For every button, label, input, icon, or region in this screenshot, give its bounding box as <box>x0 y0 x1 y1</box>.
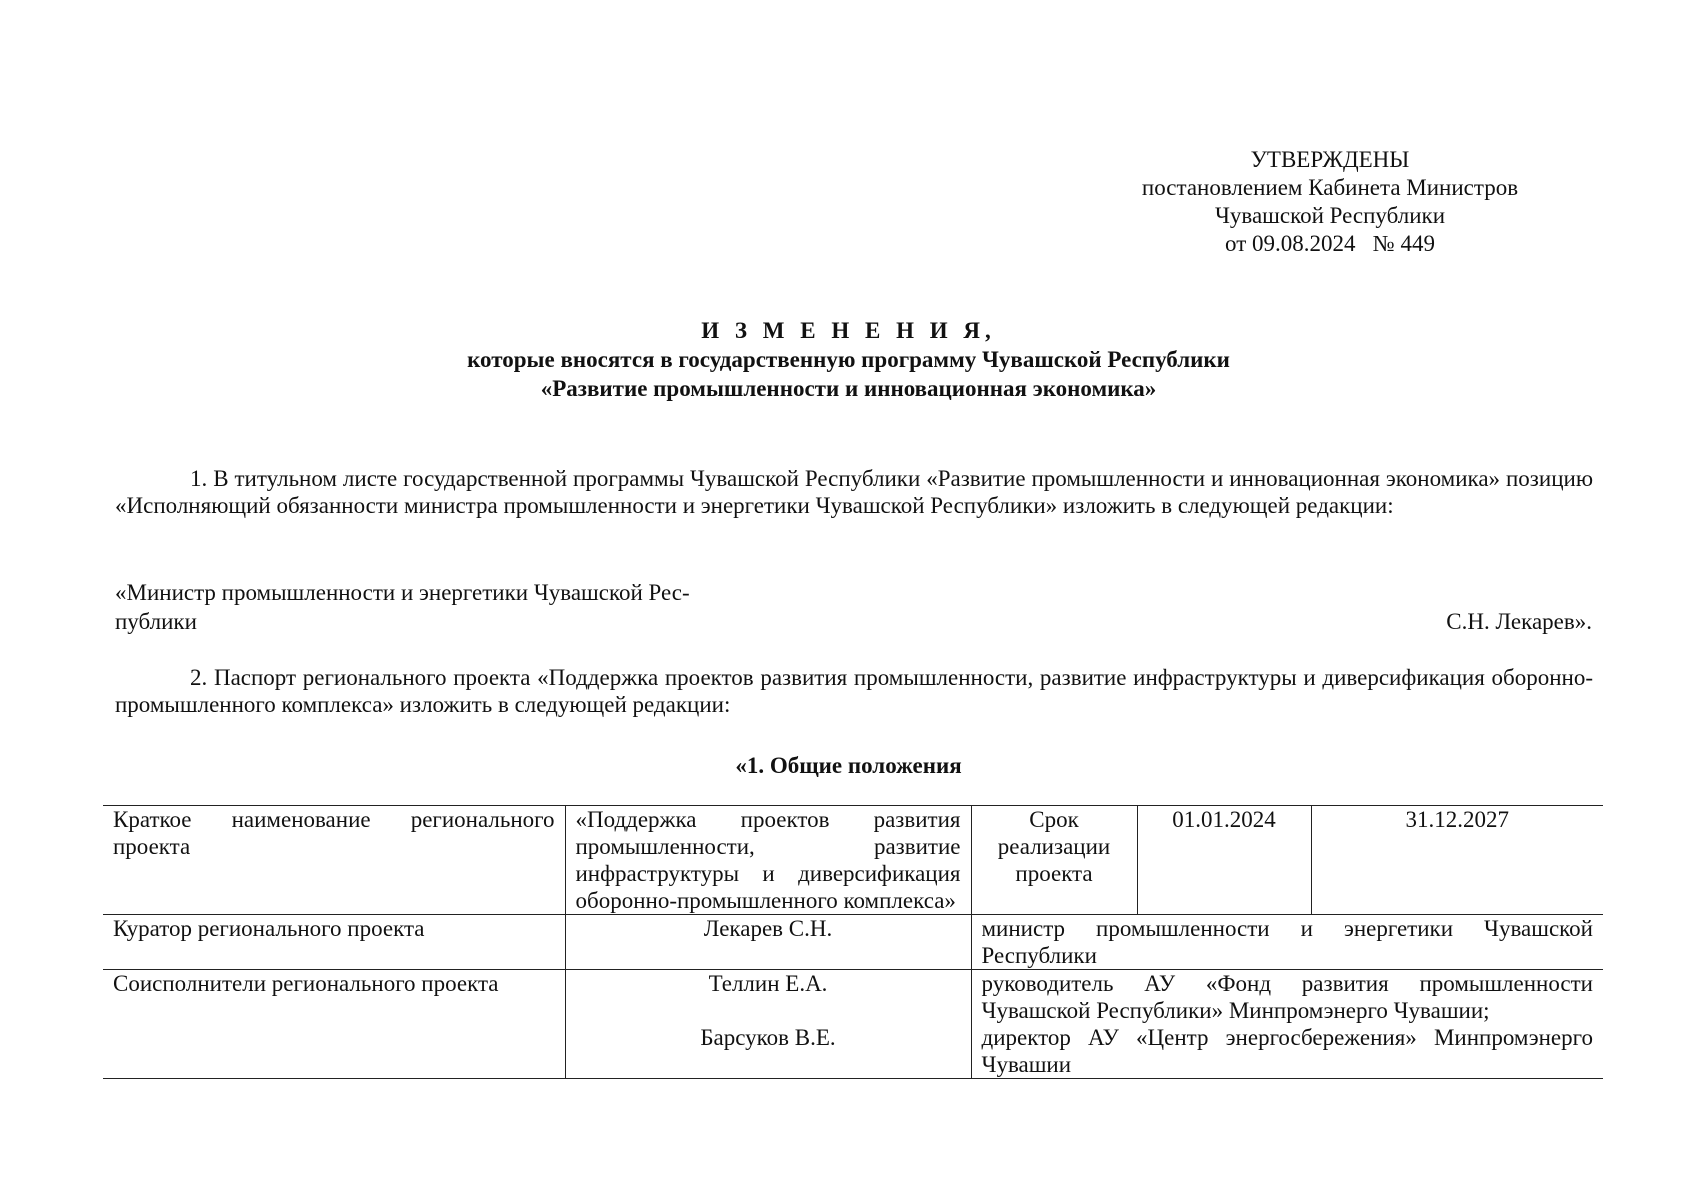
coexecutor-position-2: директор АУ «Центр энергосбережения» Минпромэнерго Чувашии <box>981 1025 1593 1077</box>
cell-term-label: Срок реализации проекта <box>971 806 1137 915</box>
approval-region: Чувашской Республики <box>1214 203 1446 228</box>
cell-short-name-value: «Поддержка проектов развития промышленности, развитие инфраструктуры и диверсификация оборонно-промышленного комплекса» <box>565 806 971 915</box>
cell-curator-person: Лекарев С.Н. <box>565 915 971 970</box>
cell-term-end: 31.12.2027 <box>1311 806 1603 915</box>
table-row <box>103 806 1603 915</box>
coexecutor-position-1: руководитель АУ «Фонд развития промышленности Чувашской Республики» Минпромэнерго Чувашии; <box>981 971 1593 1023</box>
title-subtitle-2: «Развитие промышленности и инновационная экономика» <box>540 376 1157 401</box>
paragraph-2: 2. Паспорт регионального проекта «Поддержка проектов развития промышленности, развитие инфраструктуры и диверсификация оборонно-промышленного комплекса» изложить в следующей редакции: <box>115 665 1593 717</box>
coexecutor-person-2: Барсуков В.Е. <box>700 1025 836 1050</box>
table-row <box>103 915 1603 970</box>
quote-line-1: «Министр промышленности и энергетики Чувашской Рес- <box>115 580 690 605</box>
cell-coexecutors-label: Соисполнители регионального проекта <box>113 971 499 996</box>
cell-coexecutors-positions <box>971 970 1603 1079</box>
quote-block <box>115 578 795 636</box>
document-title <box>0 316 1697 403</box>
quote-line-2: публики <box>115 609 197 634</box>
quote-signer: С.Н. Лекарев». <box>1446 609 1592 634</box>
approval-date-number: от 09.08.2024 № 449 <box>1225 231 1435 256</box>
project-table <box>103 805 1603 1079</box>
paragraph-1: 1. В титульном листе государственной программы Чувашской Республики «Развитие промышленности и инновационная экономика» позицию «Исполняющий обязанности министра промышленности и энергетики Чувашской Республики» изложить в следующей редакции: <box>115 466 1593 518</box>
cell-term-start: 01.01.2024 <box>1137 806 1311 915</box>
title-subtitle-1: которые вносятся в государственную программу Чувашской Республики <box>467 347 1230 372</box>
cell-curator-label: Куратор регионального проекта <box>113 916 425 941</box>
title-main: И З М Е Н Е Н И Я, <box>701 318 996 343</box>
section-title: «1. Общие положения <box>735 753 962 778</box>
cell-curator-position: министр промышленности и энергетики Чувашской Республики <box>971 915 1603 970</box>
cell-short-name-label: Краткое наименование регионального проекта <box>113 807 555 859</box>
cell-coexecutors-persons <box>565 970 971 1079</box>
approval-heading: УТВЕРЖДЕНЫ <box>1250 147 1410 172</box>
approval-stamp <box>1090 146 1570 258</box>
coexecutor-person-1: Теллин Е.А. <box>708 971 828 996</box>
approval-authority: постановлением Кабинета Министров <box>1141 175 1519 200</box>
table-row <box>103 970 1603 1079</box>
